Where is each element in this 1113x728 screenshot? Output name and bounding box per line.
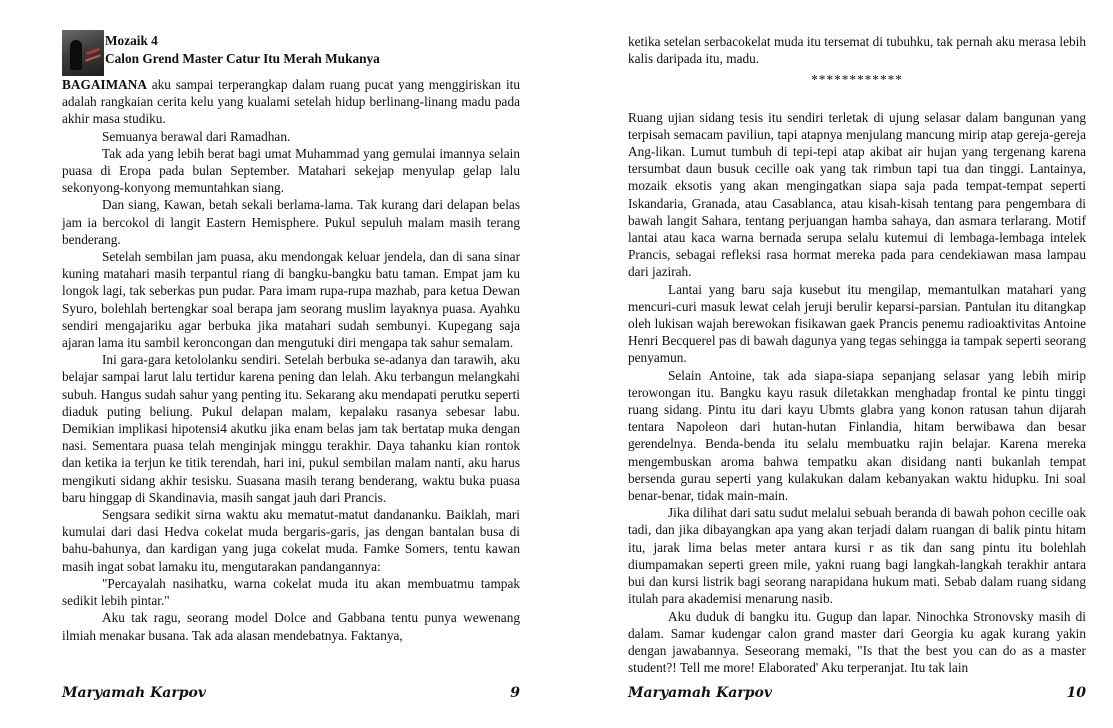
right-footer [628,685,1086,709]
left-body [62,76,520,644]
page-number: 9 [510,685,520,701]
paragraph: Ini gara-gara ketololanku sendiri. Setelah berbuka se-adanya dan tarawih, aku belajar sampai larut lalu tertidur karena pening dan lelah. Aku terbangun melangkahi subuh. Hangus sudah sahur yang penting itu. Sekarang aku mendapati perutku seperti diaduk puting beliung. Pukul delapan malam, kepalaku rasanya sebesar labu. Demikian implikasi hipotensi4 akutku jika enam belas jam tak bertatap muka dengan nasi. Sementara puasa telah menginjak minggu terakhir. Daya tahanku kian rontok dan ketika ia terjun ke titik terendah, hari ini, pukul sembilan malam nanti, aku harus mengikuti sidang akhir tesisku. Suasana masih terang benderang, waktu buka puasa baru hinggap di Skandinavia, masih sangat jauh dari Prancis. [62,352,520,505]
chapter-header [62,18,520,76]
chapter-title: Calon Grend Master Catur Itu Merah Mukanya [105,51,380,66]
paragraph: Ruang ujian sidang tesis itu sendiri terletak di ujung selasar dalam bangunan yang terpisah semacam paviliun, tapi atapnya menjulang mancung mirip atap gereja-gereja Ang-likan. Lumut tumbuh di tepi-tepi atap akibat air hujan yang tergenang karena tersumbat daun busuk cecille oak yang tak rimbun tapi tua dan tinggi. Lantainya, mozaik eksotis yang akan mengingatkan siapa saja pada tempat-tempat seperti Iskandaria, Granada, atau Casablanca, atau kisah-kisah tentang para pengembara di bawah langit Sahara, tentang perjuangan hamba sahaya, dan asmara terlarang. Motif lantai atau kaca warna bernada serupa selalu kutemui di lembaga-lembaga intelek Prancis, sebagai refleksi rasa hormat mereka pada para cendekiawan masa lampau dari jazirah. [628,109,1086,280]
section-separator: ************ [811,72,903,88]
paragraph: Lantai yang baru saja kusebut itu mengilap, memantulkan matahari yang mencuri-curi masuk lewat celah jeruji berulir keparsi-parsian. Pantulan itu ditangkap oleh lukisan wajah berewokan fisikawan gaek Prancis penemu radioaktivitas Antoine Henri Becquerel pas di bawah dagunya yang tegas sehingga ia tampak seperti seorang penyamun. [628,281,1086,366]
author-name: Maryamah Karpov [62,685,206,701]
paragraph: Sengsara sedikit sirna waktu aku mematut-matut dandananku. Baiklah, mari kumulai dari dasi Hedva cokelat muda bergaris-garis, jas dengan bantalan busa di bahu-bahunya, dan kardigan yang juga cokelat muda. Famke Somers, tentu kawan masih ingat sobat lamaku itu, mengutarakan pandangannya: [62,507,520,574]
paragraph: Dan siang, Kawan, betah sekali berlama-lama. Tak kurang dari delapan belas jam ia bercokol di langit Eastern Hemisphere. Pukul sepuluh malam masih terang benderang. [62,197,520,247]
paragraph: Selain Antoine, tak ada siapa-siapa sepanjang selasar yang lebih mirip terowongan itu. Bangku kayu rasuk diletakkan menghadap frontal ke pintu tinggi ruang sidang. Pintu itu dari kayu Ubmts glabra yang konon ratusan tahun dijarah tentara Napoleon dari hutan-hutan Finlandia, hitam berwibawa dan besar gerendelnya. Benda-benda itu selalu membuatku rajin belajar. Karena mereka mengembuskan aroma bahwa tempatku akan disidang nanti bukanlah tempat bersenda gurau seperti yang kulakukan dalam kebanyakan waktu hidupku. Ini soal benar-benar, tidak main-main. [628,367,1086,504]
paragraph: Jika dilihat dari satu sudut melalui sebuah beranda di bawah pohon cecille oak tadi, dan jika dibayangkan apa yang akan terjadi dalam ruangan di balik pintu hitam itu, jarak lima belas meter antara kursi r as tik dan sang pintu itu bolehlah diumpamakan seperti green mile, yakni ruang bagi langkah-langkah terakhir antara bui dan kursi listrik bagi seorang narapidana hukum mati. Sebab dalam ruang sidang itulah para akademisi menarung nasib. [628,505,1086,607]
opening-paragraph [62,76,520,128]
chapter-thumbnail-image [62,30,104,76]
author-name: Maryamah Karpov [628,685,772,701]
left-page [62,0,520,728]
paragraph: Setelah sembilan jam puasa, aku mendongak keluar jendela, dan di sana sinar kuning matahari masih terpantul riang di bangku-bangku batu taman. Empat jam ku longok lagi, tak seberkas pun pudar. Para imam rupa-rupa mazhab, para ketua Dewan Syuro, bolehlah bertengkar soal berapa jam seorang muslim layaknya puasa. Ayahku sendiri mengajariku agar berbuka jika matahari sudah sembunyi. Kupegang saja ajaran lama itu sambil keroncongan dan mengutuki diri mengapa tak sahur semalam. [62,249,520,351]
continuation-paragraph: ketika setelan serbacokelat muda itu tersemat di tubuhku, tak pernah aku merasa lebih kalis daripada itu, madu. [628,34,1086,67]
opening-word: BAGAIMANA [62,77,147,92]
paragraph: Aku duduk di bangku itu. Gugup dan lapar. Ninochka Stronovsky masih di dalam. Samar kudengar calon grand master dari Georgia ku agak kurang yakin dengan jawabannya. Seseorang memaki, "Is that the best you can do as a master student?! Tell me more! Elaborated' Aku terperanjat. Itu tak lain [628,608,1086,676]
paragraph: Aku tak ragu, seorang model Dolce and Gabbana tentu punya wewenang ilmiah menakar busana. Tak ada alasan mendebatnya. Faktanya, [62,610,520,643]
paragraph: Tak ada yang lebih berat bagi umat Muhammad yang gemulai imannya selain puasa di Eropa pada bulan September. Matahari sekejap menyulap gelap lalu sekonyong-konyong memuntahkan siang. [62,145,520,196]
right-body [628,33,1086,676]
page-number: 10 [1066,685,1086,701]
paragraph: "Percayalah nasihatku, warna cokelat muda itu akan membuatmu tampak sedikit lebih pintar." [62,575,520,609]
paragraph: Semuanya berawal dari Ramadhan. [102,128,291,144]
left-footer [62,685,520,709]
chapter-label: Mozaik 4 [105,33,158,48]
opening-text: aku sampai terperangkap dalam ruang pucat yang menggiriskan itu adalah rangkaian cerita kelu yang kualami setelah hidup berlinang-linang madu pada akhir masa studiku. [62,77,520,127]
right-page [628,0,1086,728]
